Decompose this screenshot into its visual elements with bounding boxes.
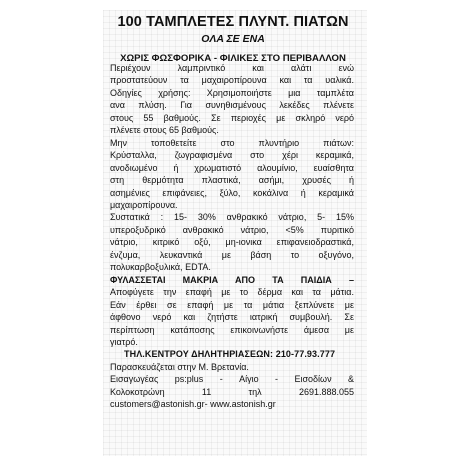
- ingredients-line: υπεροξυδρικό ανθρακικό νάτριο, <5% πυριτικό: [110, 224, 354, 235]
- origin-line: Παρασκευάζεται στην Μ. Βρετανία.: [110, 361, 249, 372]
- usage-instructions-line: ανα πλύση. Για συνηθισμένους λεκέδες πλένετε: [110, 100, 354, 111]
- ingredients-line: πολυκαρβοξυλικά, EDTA.: [110, 262, 211, 273]
- description-line: προστατεύουν τα μαχαιροπίρουνα και τα υαλικά.: [110, 75, 354, 86]
- poison-center-phone: ΤΗΛ.ΚΕΝΤΡΟΥ ΔΗΛΗΤΗΡΙΑΣΕΩΝ: 210-77.93.777: [124, 349, 336, 360]
- warning-line: ασημένιες επιφάνειες, ξύλο, κοκάλινα ή κεραμικά: [110, 187, 354, 198]
- ingredients-line: ένζυμα, λευκαντικά με βάση το οξυγόνο,: [110, 249, 354, 260]
- safety-line: γιατρό.: [110, 336, 138, 347]
- importer-line: Εισαγωγέας ps:plus - Αίγιο - Εισοδίων &: [110, 374, 354, 385]
- product-subtitle: ΟΛΑ ΣΕ ΕΝΑ: [201, 33, 265, 45]
- description-line: Περιέχουν λαμπριντικό και αλάτι ενώ: [110, 63, 354, 73]
- safety-heading: ΦΥΛΑΣΣΕΤΑΙ ΜΑΚΡΙΑ ΑΠΟ ΤΑ ΠΑΙΔΙΑ –: [110, 274, 354, 285]
- warning-line: ανοδιωμένο ή χρωματιστό αλουμίνιο, ευαίσθητα: [110, 162, 354, 173]
- usage-instructions-line: Οδηγίες χρήσης: Χρησιμοποιήστε μια ταμπλέτα: [110, 87, 354, 98]
- safety-line: άφθονο νερό και ζητήστε ιατρική συμβουλή. Σε: [110, 312, 354, 323]
- warning-line: στη θερμότητα πλαστικά, ασήμι, χρυσές ή: [110, 175, 354, 186]
- product-title: 100 ΤΑΜΠΛΕΤΕΣ ΠΛΥΝΤ. ΠΙΑΤΩΝ: [117, 14, 349, 30]
- safety-line: Αποφύγετε την επαφή με το δέρμα και τα μάτια.: [110, 287, 354, 298]
- ingredients-line: νάτριο, κιτρικό οξύ, μη-ιονικα επιφανειοδραστικά,: [110, 237, 354, 248]
- warning-line: μαχαιροπίρουνα.: [110, 199, 178, 210]
- importer-address-line: Κολοκοτρώνη 11 τηλ 2691.888.055: [110, 386, 354, 397]
- ingredients-line: Συστατικά : 15- 30% ανθρακικό νάτριο, 5- 15%: [110, 212, 354, 223]
- safety-line: περίπτωση κατάποσης επικοινωνήστε άμεσα με: [110, 324, 354, 335]
- label-body: [110, 62, 354, 411]
- warning-line: Μην τοποθετείτε στο πλυντήριο πιάτων:: [110, 137, 354, 148]
- contact-line: customers@astonish.gr- www.astonish.gr: [110, 399, 276, 410]
- safety-line: Εάν έρθει σε επαφή με τα μάτια ξεπλύνετε με: [110, 299, 354, 310]
- usage-instructions-line: πλένετε στους 65 βαθμούς.: [110, 125, 219, 136]
- eco-tagline: ΧΩΡΙΣ ΦΩΣΦΟΡΙΚΑ - ΦΙΛΙΚΕΣ ΣΤΟ ΠΕΡΙΒΑΛΛΟΝ: [120, 53, 346, 64]
- warning-line: Κρύσταλλα, ζωγραφισμένα στο χέρι κεραμικά,: [110, 150, 354, 161]
- usage-instructions-line: στους 55 βαθμούς. Σε περιοχές με σκληρό νερό: [110, 112, 354, 123]
